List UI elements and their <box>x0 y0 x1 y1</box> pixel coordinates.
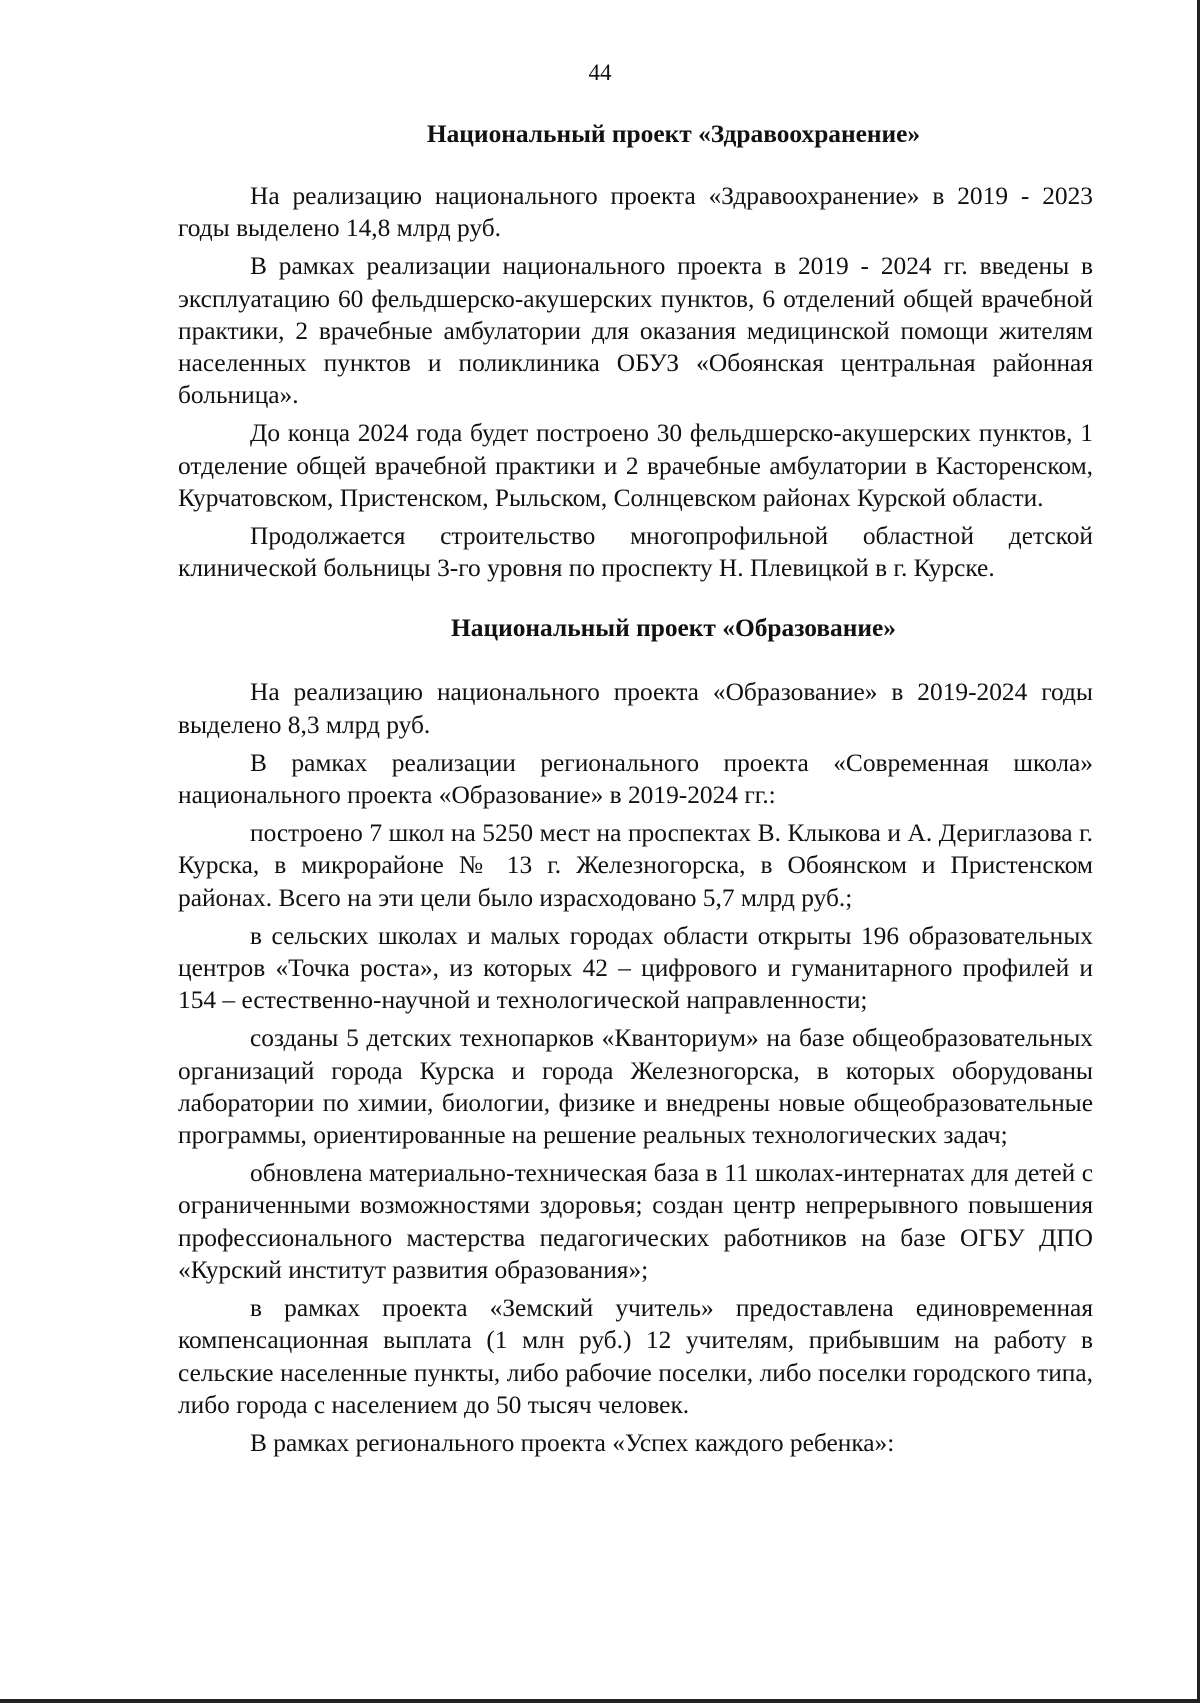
paragraph: В рамках регионального проекта «Успех каждого ребенка»: <box>250 1428 895 1457</box>
paragraph: На реализацию национального проекта «Образование» в 2019-2024 годы выделено 8,3 млрд руб. <box>178 678 1093 739</box>
paragraph: В рамках реализации национального проекта в 2019 - 2024 гг. введены в эксплуатацию 60 фельдшерско-акушерских пунктов, 6 отделений общей врачебной практики, 2 врачебные амбулатории для оказания медицинской помощи жителям населенных пунктов и поликлиника ОБУЗ «Обоянская центральная районная больница». <box>178 252 1093 410</box>
scan-edge-bottom <box>0 1699 1200 1703</box>
document-body <box>178 118 1093 1459</box>
paragraph: построено 7 школ на 5250 мест на проспектах В. Клыкова и А. Дериглазова г. Курска, в микрорайоне № 13 г. Железногорска, в Обоянском и Пристенском районах. Всего на эти цели было израсходовано 5,7 млрд руб.; <box>178 819 1093 912</box>
paragraph: в сельских школах и малых городах области открыты 196 образовательных центров «Точка роста», из которых 42 – цифрового и гуманитарного профилей и 154 – естественно-научной и технологической направленности; <box>178 921 1093 1015</box>
section-title-health: Национальный проект «Здравоохранение» <box>426 120 921 148</box>
paragraph: обновлена материально-техническая база в 11 школах-интернатах для детей с ограниченными возможностями здоровья; создан центр непрерывного повышения профессионального мастерства педагогических работников на базе ОГБУ ДПО «Курский институт развития образования»; <box>178 1159 1093 1284</box>
paragraph: На реализацию национального проекта «Здравоохранение» в 2019 - 2023 годы выделено 14,8 млрд руб. <box>178 182 1093 243</box>
paragraph: В рамках реализации регионального проекта «Современная школа» национального проекта «Образование» в 2019-2024 гг.: <box>178 748 1093 810</box>
page-number: 44 <box>588 60 612 85</box>
paragraph: Продолжается строительство многопрофильной областной детской клинической больницы 3-го уровня по проспекту Н. Плевицкой в г. Курске. <box>178 522 1093 583</box>
section-title-education: Национальный проект «Образование» <box>451 614 896 643</box>
paragraph: созданы 5 детских технопарков «Кванториум» на базе общеобразовательных организаций города Курска и города Железногорска, в которых оборудованы лаборатории по химии, биологии, физике и внедрены новые общеобразовательные программы, ориентированные на решение реальных технологических задач; <box>178 1024 1093 1150</box>
paragraph: До конца 2024 года будет построено 30 фельдшерско-акушерских пунктов, 1 отделение общей врачебной практики и 2 врачебные амбулатории в Касторенском, Курчатовском, Пристенском, Рыльском, Солнцевском районах Курской области. <box>178 419 1093 512</box>
paragraph: в рамках проекта «Земский учитель» предоставлена единовременная компенсационная выплата (1 млн руб.) 12 учителям, прибывшим на работу в сельские населенные пункты, либо рабочие поселки, либо поселки городского типа, либо города с населением до 50 тысяч человек. <box>178 1294 1093 1419</box>
